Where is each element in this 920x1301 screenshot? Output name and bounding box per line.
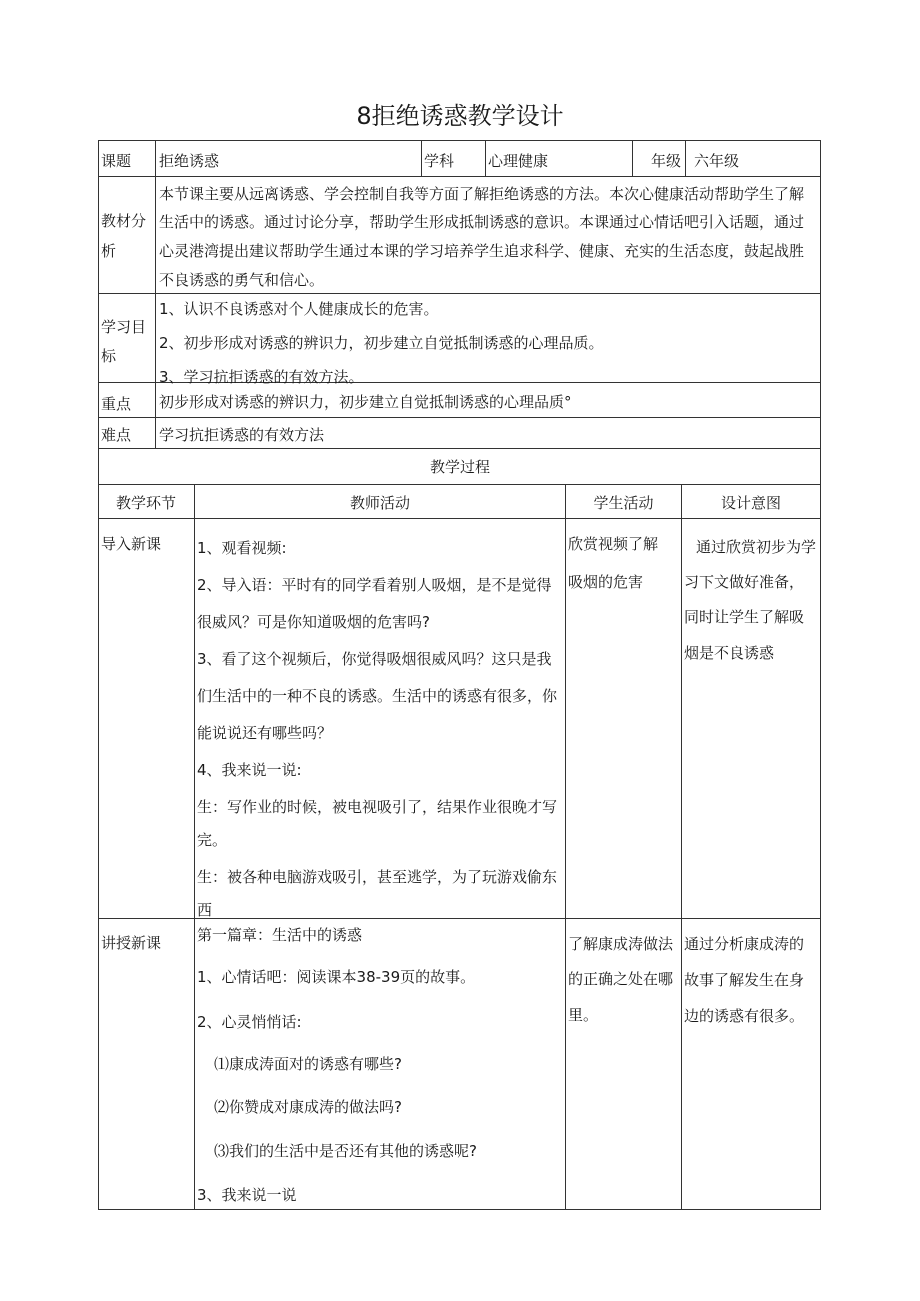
difficulty-label: 难点 bbox=[101, 426, 132, 444]
key-point-value: 初步形成对诱惑的辨识力，初步建立自觉抵制诱惑的心理品质° bbox=[159, 393, 572, 411]
subject-value: 心理健康 bbox=[488, 152, 549, 170]
intro-teacher-line: 2、导入语：平时有的同学看着别人吸烟，是不是觉得 bbox=[197, 576, 552, 594]
lesson-intent-line: 边的诱惑有很多。 bbox=[684, 1007, 805, 1025]
analysis-label-line1: 教材分 bbox=[101, 212, 147, 230]
lesson-stage: 讲授新课 bbox=[101, 934, 162, 952]
lesson-teacher-line: 3、我来说一说 bbox=[197, 1186, 297, 1204]
lesson-teacher-line: 1、心情话吧：阅读课本38-39页的故事。 bbox=[197, 968, 476, 986]
intro-teacher-line: 完。 bbox=[197, 831, 228, 849]
analysis-line: 本节课主要从远离诱惑、学会控制自我等方面了解拒绝诱惑的方法。本次心健康活动帮助学生了解 bbox=[159, 185, 805, 203]
process-heading: 教学过程 bbox=[429, 458, 490, 476]
header-stage: 教学环节 bbox=[115, 494, 176, 512]
analysis-line: 心灵港湾提出建议帮助学生通过本课的学习培养学生追求科学、健康、充实的生活态度，鼓起战胜 bbox=[159, 242, 805, 260]
header-intent: 设计意图 bbox=[720, 494, 781, 512]
course-label: 课题 bbox=[101, 152, 132, 170]
analysis-line: 不良诱惑的勇气和信心。 bbox=[159, 271, 325, 289]
intro-intent-line: 通过欣赏初步为学 bbox=[696, 538, 817, 556]
intro-student-line: 欣赏视频了解 bbox=[568, 535, 659, 553]
lesson-intent-line: 故事了解发生在身 bbox=[684, 971, 805, 989]
intro-intent-line: 同时让学生了解吸 bbox=[684, 608, 805, 626]
lesson-teacher-line: 第一篇章：生活中的诱惑 bbox=[197, 926, 363, 944]
lesson-teacher-line: 2、心灵悄悄话: bbox=[197, 1013, 302, 1031]
subject-label: 学科 bbox=[424, 152, 455, 170]
intro-teacher-line: 生：写作业的时候，被电视吸引了，结果作业很晚才写 bbox=[197, 798, 558, 816]
analysis-label-line2: 析 bbox=[101, 242, 117, 260]
lesson-teacher-line: ⑶我们的生活中是否还有其他的诱惑呢? bbox=[214, 1142, 477, 1160]
lesson-intent-line: 通过分析康成涛的 bbox=[684, 935, 805, 953]
intro-teacher-line: 3、看了这个视频后，你觉得吸烟很威风吗？这只是我 bbox=[197, 650, 552, 668]
key-point-label: 重点 bbox=[101, 395, 132, 413]
difficulty-value: 学习抗拒诱惑的有效方法 bbox=[159, 426, 325, 444]
intro-teacher-line: 4、我来说一说: bbox=[197, 761, 302, 779]
intro-teacher-line: 能说说还有哪些吗？ bbox=[197, 724, 333, 742]
document-title: 8拒绝诱惑教学设计 bbox=[356, 102, 564, 130]
intro-teacher-line: 生：被各种电脑游戏吸引，甚至逃学，为了玩游戏偷东 bbox=[197, 868, 558, 886]
lesson-teacher-line: ⑵你赞成对康成涛的做法吗? bbox=[214, 1098, 402, 1116]
lesson-student-line: 里。 bbox=[568, 1006, 599, 1024]
goals-label-line2: 标 bbox=[101, 347, 117, 365]
intro-student-line: 吸烟的危害 bbox=[568, 573, 644, 591]
header-teacher: 教师活动 bbox=[349, 494, 410, 512]
intro-stage: 导入新课 bbox=[101, 535, 162, 553]
goal-item: 1、认识不良诱惑对个人健康成长的危害。 bbox=[159, 300, 439, 318]
intro-teacher-line: 很威风？可是你知道吸烟的危害吗? bbox=[197, 613, 430, 631]
intro-intent-line: 烟是不良诱惑 bbox=[684, 644, 775, 662]
goals-label-line1: 学习目 bbox=[101, 318, 147, 336]
intro-teacher-line: 1、观看视频: bbox=[197, 539, 287, 557]
header-student: 学生活动 bbox=[593, 494, 654, 512]
lesson-student-line: 了解康成涛做法 bbox=[568, 935, 674, 953]
intro-teacher-line: 们生活中的一种不良的诱惑。生活中的诱惑有很多，你 bbox=[197, 687, 558, 705]
grade-label: 年级 bbox=[651, 152, 682, 170]
analysis-line: 生活中的诱惑。通过讨论分享，帮助学生形成抵制诱惑的意识。本课通过心情话吧引入话题，通过 bbox=[159, 213, 805, 231]
goal-item: 2、初步形成对诱惑的辨识力，初步建立自觉抵制诱惑的心理品质。 bbox=[159, 334, 604, 352]
grade-value: 六年级 bbox=[694, 152, 740, 170]
lesson-teacher-line: ⑴康成涛面对的诱惑有哪些? bbox=[214, 1055, 402, 1073]
intro-teacher-line: 西 bbox=[197, 901, 213, 919]
intro-intent-line: 习下文做好准备， bbox=[684, 573, 805, 591]
goal-item: 3、学习抗拒诱惑的有效方法。 bbox=[159, 368, 364, 386]
lesson-student-line: 的正确之处在哪 bbox=[568, 970, 674, 988]
course-value: 拒绝诱惑 bbox=[159, 152, 220, 170]
